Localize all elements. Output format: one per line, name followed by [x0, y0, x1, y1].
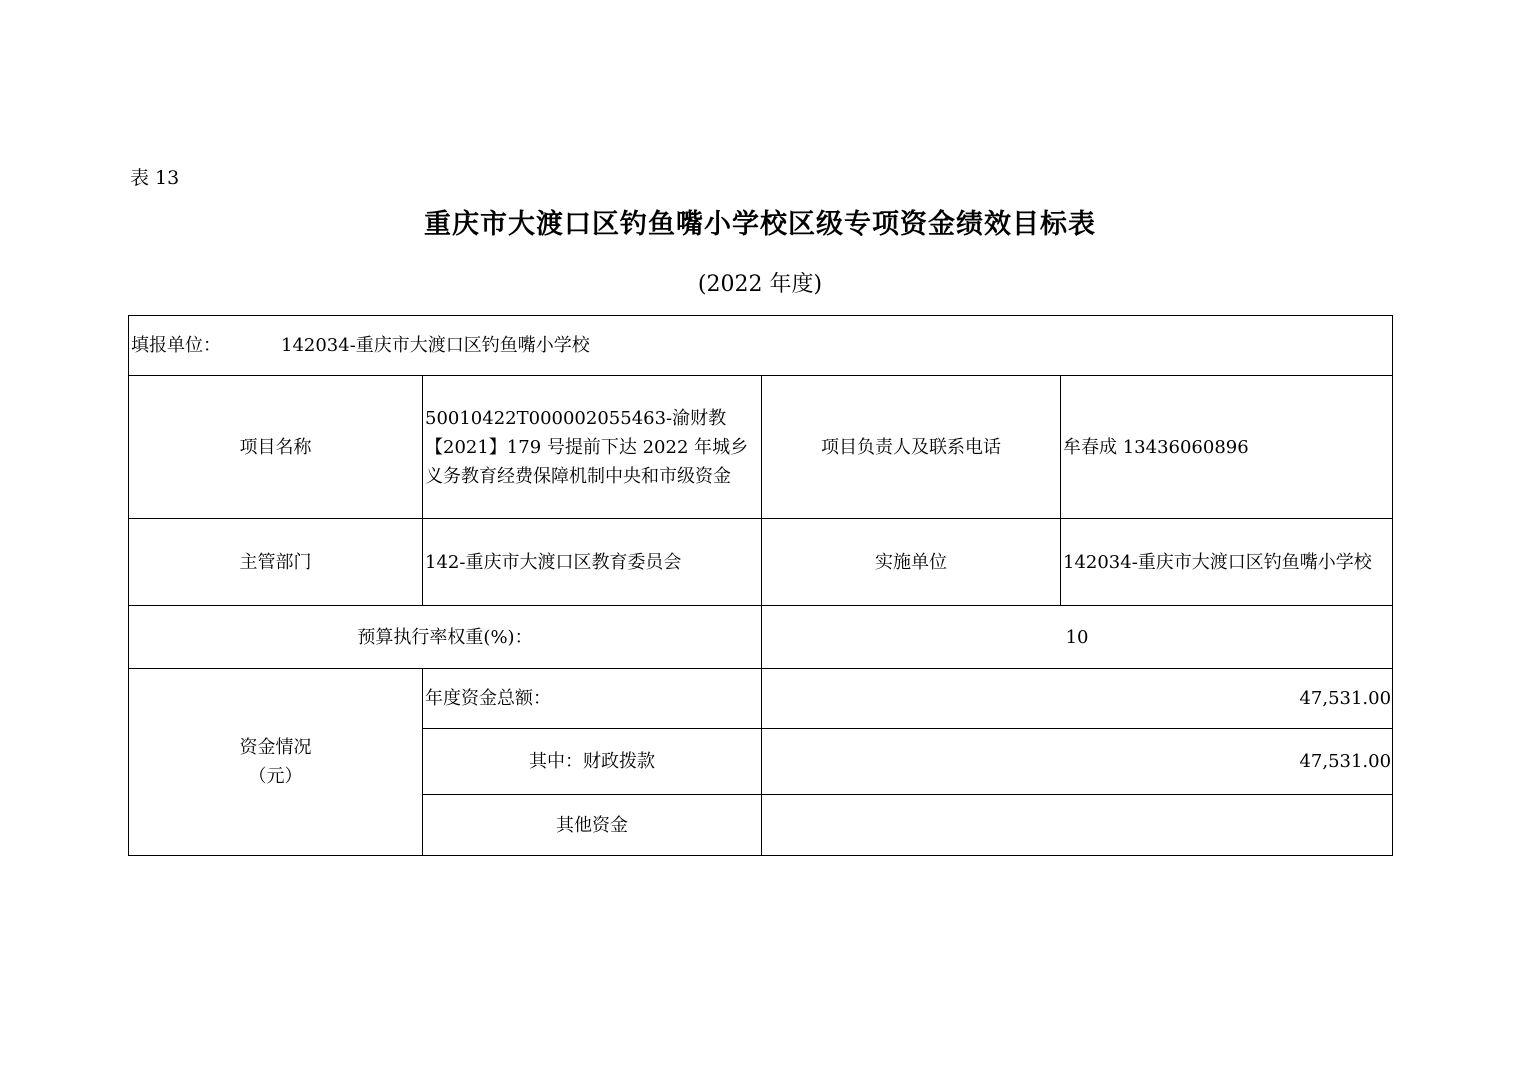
- department-value: 142-重庆市大渡口区教育委员会: [423, 519, 762, 606]
- funds-label: [129, 669, 423, 856]
- funds-label-line2: （元）: [248, 766, 303, 787]
- budget-weight-row: [129, 606, 1393, 669]
- performance-target-table: [128, 315, 1393, 856]
- department-label: 主管部门: [129, 519, 423, 606]
- reporting-unit-value: 142034-重庆市大渡口区钓鱼嘴小学校: [281, 335, 590, 356]
- annual-total-value: 47,531.00: [762, 669, 1393, 729]
- reporting-unit-label: 填报单位：: [131, 335, 221, 356]
- document-title: 重庆市大渡口区钓鱼嘴小学校区级专项资金绩效目标表: [424, 209, 1096, 240]
- funds-label-line1: 资金情况: [239, 737, 312, 758]
- annual-total-row: [129, 669, 1393, 729]
- annual-total-label: 年度资金总额：: [423, 669, 762, 729]
- reporting-unit-row: [129, 316, 1393, 376]
- fiscal-label: 其中：财政拨款: [423, 729, 762, 795]
- budget-weight-label: 预算执行率权重(%)：: [129, 606, 762, 669]
- table-number: 表 13: [130, 167, 180, 189]
- other-funds-label: 其他资金: [423, 795, 762, 856]
- project-row: [129, 376, 1393, 519]
- implementing-unit-value: 142034-重庆市大渡口区钓鱼嘴小学校: [1061, 519, 1393, 606]
- project-name-label: 项目名称: [129, 376, 423, 519]
- department-row: [129, 519, 1393, 606]
- project-leader-value: 牟春成 13436060896: [1061, 376, 1393, 519]
- budget-weight-value: 10: [762, 606, 1393, 669]
- other-funds-value: [762, 795, 1393, 856]
- project-leader-label: 项目负责人及联系电话: [762, 376, 1061, 519]
- document-subtitle: (2022 年度): [697, 272, 823, 297]
- fiscal-value: 47,531.00: [762, 729, 1393, 795]
- reporting-unit-cell: [129, 316, 1393, 376]
- implementing-unit-label: 实施单位: [762, 519, 1061, 606]
- project-name-value: 50010422T000002055463-渝财教【2021】179 号提前下达 2022 年城乡义务教育经费保障机制中央和市级资金: [423, 376, 762, 519]
